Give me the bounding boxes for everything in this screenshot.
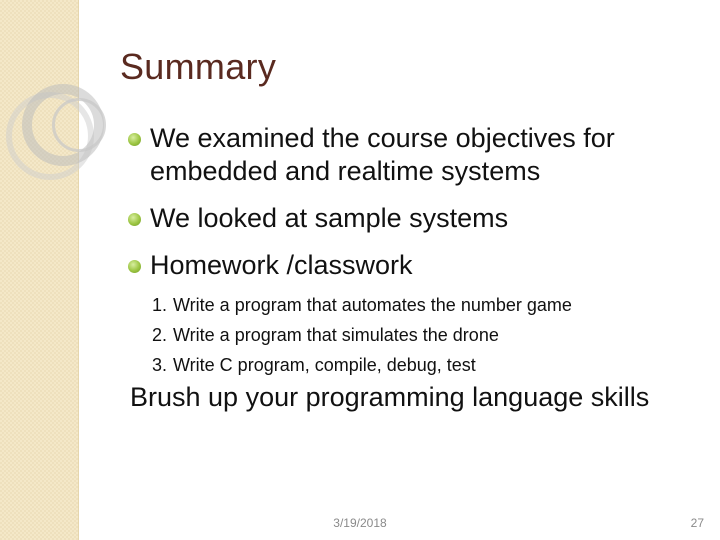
footer-date: 3/19/2018 — [333, 516, 387, 530]
homework-item — [152, 350, 672, 380]
bullet-text-continued: embedded and realtime systems — [150, 156, 541, 186]
bullet-item — [128, 202, 698, 235]
bullet-dot-icon — [128, 213, 141, 226]
closing-statement: Brush up your programming language skills — [130, 382, 650, 412]
slide-title: Summary — [120, 46, 277, 87]
decorative-ring — [52, 98, 106, 152]
bullet-item — [128, 122, 698, 188]
homework-number: 1. — [152, 295, 168, 315]
decorative-left-band — [0, 0, 78, 540]
bullet-text: We looked at sample systems — [150, 203, 509, 233]
homework-number: 3. — [152, 355, 168, 375]
homework-text: Write C program, compile, debug, test — [173, 355, 476, 375]
homework-text: Write a program that automates the number game — [173, 295, 572, 315]
homework-text: Write a program that simulates the drone — [173, 325, 499, 345]
bullet-dot-icon — [128, 133, 141, 146]
band-divider — [78, 0, 79, 540]
bullet-text: Homework /classwork — [150, 250, 413, 280]
bullet-list — [128, 122, 698, 296]
bullet-dot-icon — [128, 260, 141, 273]
homework-item — [152, 290, 672, 320]
page-number: 27 — [690, 516, 704, 530]
bullet-text: We examined the course objectives for — [150, 123, 615, 153]
homework-item — [152, 320, 672, 350]
bullet-item — [128, 249, 698, 282]
homework-number: 2. — [152, 325, 168, 345]
homework-list — [152, 290, 672, 380]
